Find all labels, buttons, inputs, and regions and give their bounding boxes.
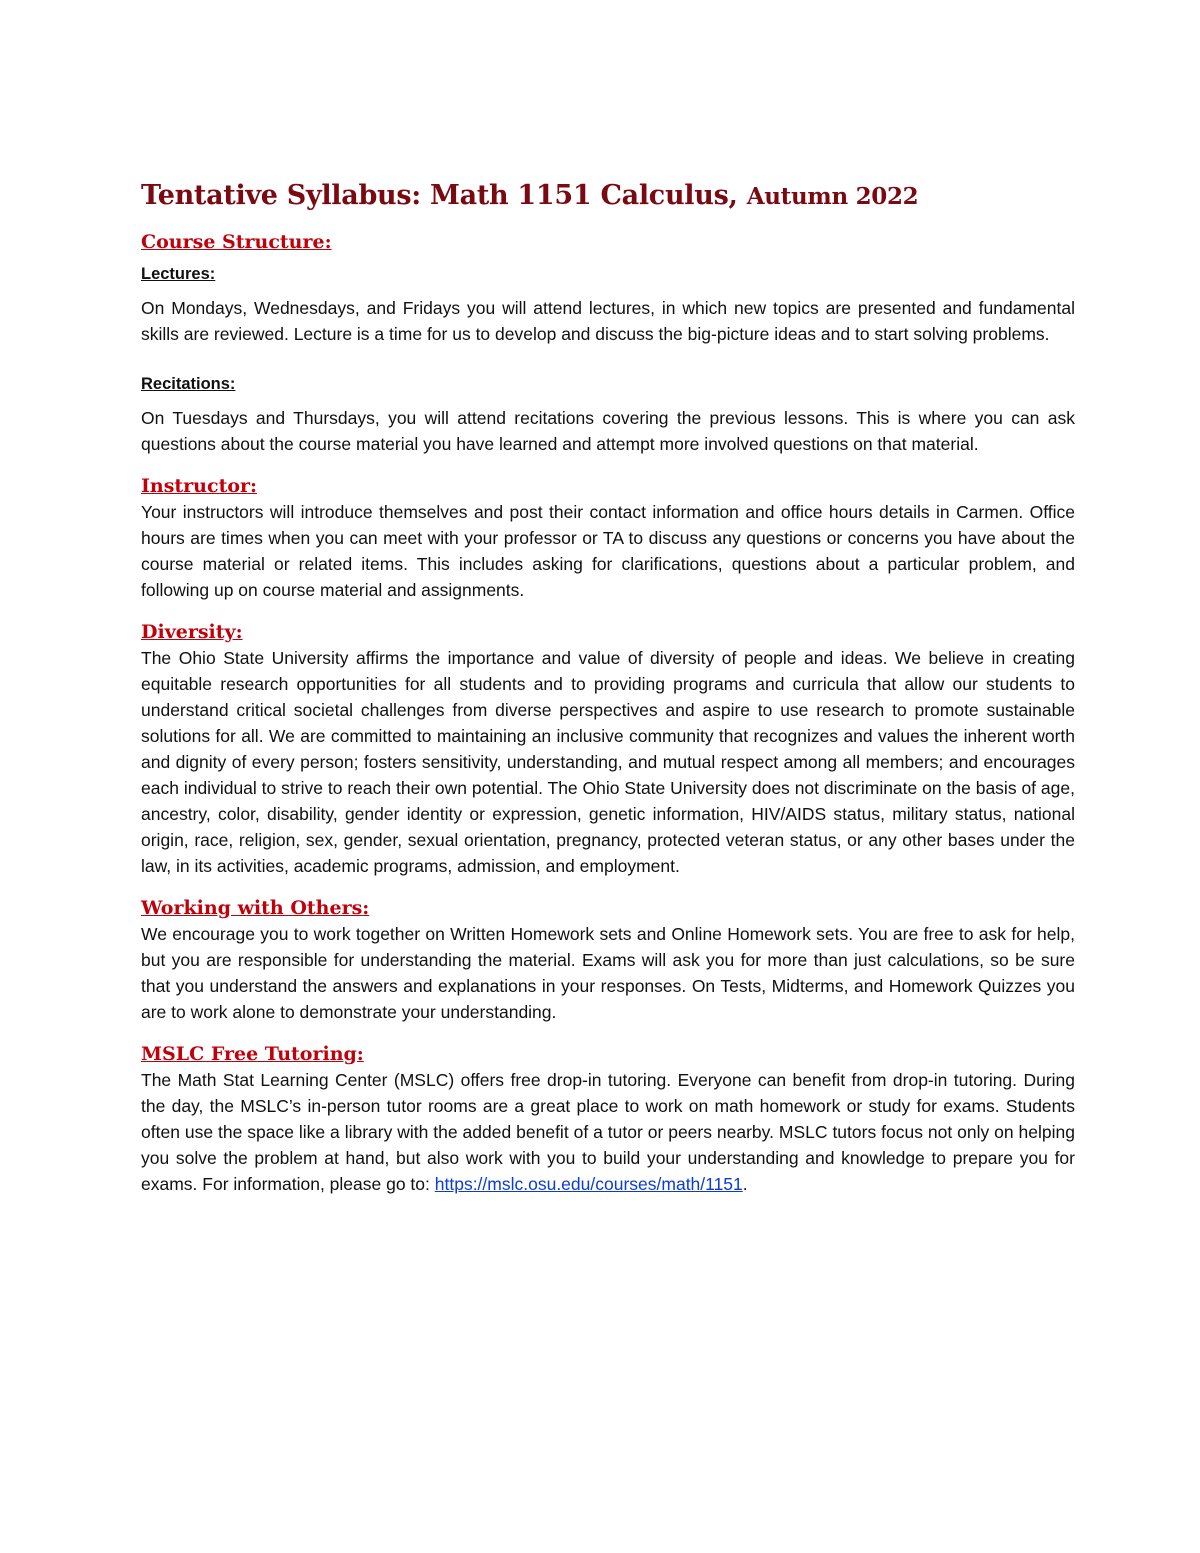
mslc-link[interactable]: https://mslc.osu.edu/courses/math/1151 bbox=[434, 1174, 743, 1194]
mslc-heading: MSLC Free Tutoring: bbox=[141, 1043, 364, 1065]
recitations-heading: Recitations: bbox=[141, 375, 236, 393]
mslc-paragraph bbox=[141, 1067, 1075, 1197]
working-with-others-text: We encourage you to work together on Written Homework sets and Online Homework sets. You are free to ask for help, but you are responsible for understanding the material. Exams will ask you for more than just calculations, so be sure that you understand the answers and explanations in your responses. On Tests, Midterms, and Homework Quizzes you are to work alone to demonstrate your understanding. bbox=[141, 924, 1075, 1022]
syllabus-page bbox=[141, 176, 1075, 1197]
recitations-text: On Tuesdays and Thursdays, you will attend recitations covering the previous lessons. This is where you can ask questions about the course material you have learned and attempt more involved questions on that material. bbox=[141, 408, 1075, 454]
instructor-text: Your instructors will introduce themselves and post their contact information and office hours details in Carmen. Office hours are times when you can meet with your professor or TA to discuss any questions or concerns you have about the course material or related items. This includes asking for clarifications, questions about a particular problem, and following up on course material and assignments. bbox=[141, 502, 1075, 600]
lectures-heading: Lectures: bbox=[141, 265, 216, 283]
instructor-heading: Instructor: bbox=[141, 475, 258, 497]
document-title bbox=[141, 176, 1075, 217]
mslc-text: The Math Stat Learning Center (MSLC) offers free drop-in tutoring. Everyone can benefit from drop-in tutoring. During the day, the MSLC’s in-person tutor rooms are a great place to work on math homework or study for exams. Students often use the space like a library with the added benefit of a tutor or peers nearby. MSLC tutors focus not only on helping you solve the problem at hand, but also work with you to build your understanding and knowledge to prepare you for exams. For information, please go to: bbox=[141, 1070, 1075, 1194]
mslc-link-suffix: . bbox=[742, 1174, 748, 1194]
section-instructor bbox=[141, 473, 1075, 603]
diversity-text: The Ohio State University affirms the importance and value of diversity of people and ideas. We believe in creating equitable research opportunities for all students and to providing programs and curricula that allow our students to understand critical societal challenges from diverse perspectives and aspire to use research to promote sustainable solutions for all. We are committed to maintaining an inclusive community that recognizes and values the inherent worth and dignity of every person; fosters sensitivity, understanding, and mutual respect among all members; and encourages each individual to strive to reach their own potential. The Ohio State University does not discriminate on the basis of age, ancestry, color, disability, gender identity or expression, genetic information, HIV/AIDS status, military status, national origin, race, religion, sex, gender, sexual orientation, pregnancy, protected veteran status, or any other bases under the law, in its activities, academic programs, admission, and employment. bbox=[141, 648, 1075, 876]
section-working-with-others bbox=[141, 895, 1075, 1025]
section-mslc bbox=[141, 1041, 1075, 1197]
lectures-text: On Mondays, Wednesdays, and Fridays you will attend lectures, in which new topics are presented and fundamental skills are reviewed. Lecture is a time for us to develop and discuss the big-picture ideas and to start solving problems. bbox=[141, 298, 1075, 344]
title-main: Tentative Syllabus: Math 1151 Calculus, bbox=[141, 180, 738, 211]
working-with-others-heading: Working with Others: bbox=[141, 897, 370, 919]
section-course-structure bbox=[141, 229, 1075, 457]
diversity-heading: Diversity: bbox=[141, 621, 243, 643]
section-diversity bbox=[141, 619, 1075, 879]
course-structure-heading: Course Structure: bbox=[141, 231, 332, 253]
title-term: Autumn 2022 bbox=[746, 183, 919, 210]
